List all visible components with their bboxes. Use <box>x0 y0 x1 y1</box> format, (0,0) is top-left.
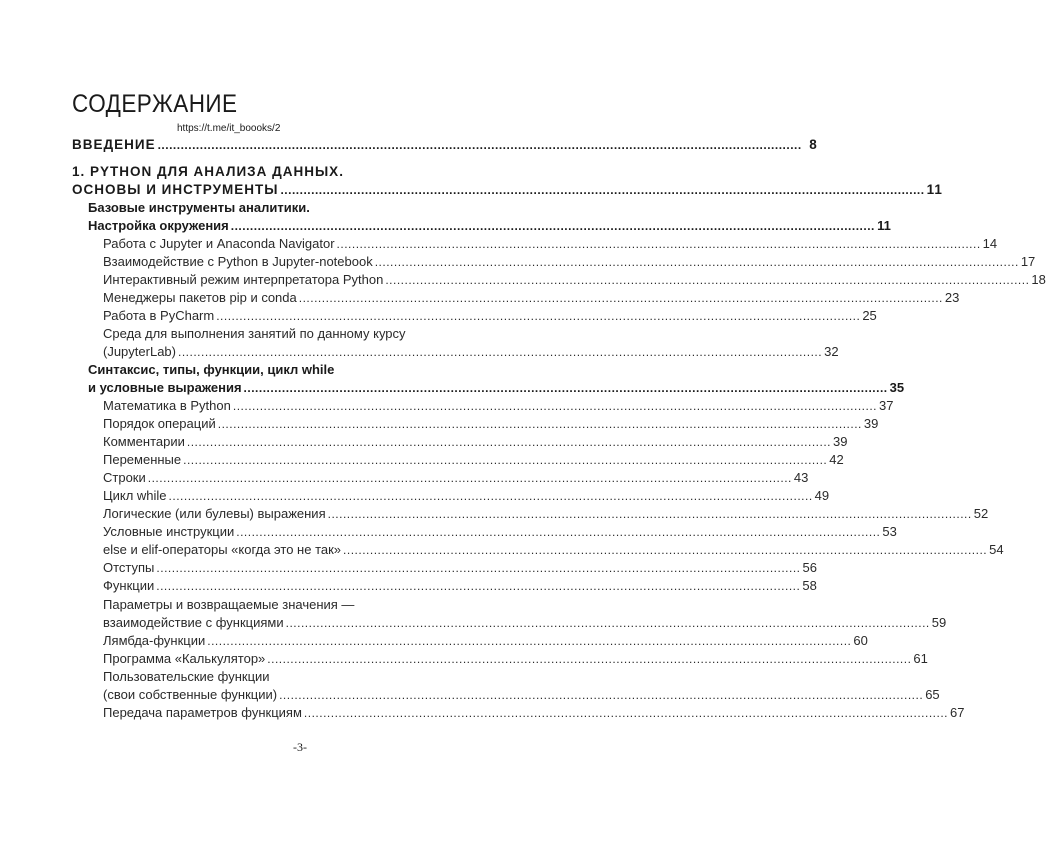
toc-entry[interactable] <box>103 506 989 521</box>
dot-leader: ........................................................................................................................................................................ <box>279 688 924 702</box>
toc-entry-section-syntax[interactable] <box>88 380 905 395</box>
dot-leader: ........................................................................................................................................................................ <box>168 489 813 503</box>
toc-entry[interactable] <box>103 452 844 467</box>
toc-page-number: 18 <box>1031 272 1046 287</box>
toc-page-number: 52 <box>973 506 989 521</box>
toc-page-number: 61 <box>913 651 928 666</box>
toc-page-number: 56 <box>802 560 817 575</box>
toc-entry-label: Математика в Python <box>103 398 231 413</box>
dot-leader: ........................................................................................................................................................................ <box>156 579 801 593</box>
toc-entry-label: и условные выражения <box>88 380 242 395</box>
toc-entry-label: Переменные <box>103 452 182 467</box>
toc-entry-line1[interactable]: Параметры и возвращаемые значения — <box>103 597 355 612</box>
toc-entry-chapter-1[interactable] <box>72 182 943 197</box>
toc-entry[interactable] <box>103 524 897 539</box>
toc-page-number: 23 <box>944 290 960 305</box>
toc-entry[interactable] <box>103 651 928 666</box>
toc-entry-label: Передача параметров функциям <box>103 705 302 720</box>
toc-entry-label: (JupyterLab) <box>103 344 176 359</box>
page-number-footer: -3- <box>293 740 307 754</box>
dot-leader: ........................................................................................................................................................................ <box>267 652 912 666</box>
toc-entry-introduction[interactable] <box>72 137 818 152</box>
toc-entry-label: Интерактивный режим интерпретатора Python <box>103 272 384 287</box>
toc-page-number: 39 <box>863 416 879 431</box>
toc-entry[interactable] <box>103 272 1046 287</box>
toc-entry[interactable] <box>103 560 817 575</box>
dot-leader: ........................................................................................................................................................................ <box>183 453 828 467</box>
dot-leader: ........................................................................................................................................................................ <box>336 237 981 251</box>
toc-entry-line1[interactable]: Пользовательские функции <box>103 669 270 684</box>
toc-page-number: 54 <box>989 542 1004 557</box>
toc-entry-label: Строки <box>103 470 146 485</box>
toc-page-number: 37 <box>878 398 894 413</box>
dot-leader: ........................................................................................................................................................................ <box>216 309 861 323</box>
toc-entry-label: Комментарии <box>103 434 185 449</box>
toc-entry-label: Функции <box>103 578 155 593</box>
dot-leader: ........................................................................................................................................................................ <box>177 345 823 359</box>
toc-page-number: 17 <box>1020 254 1036 269</box>
toc-entry-label: Порядок операций <box>103 416 216 431</box>
dot-leader: ........................................................................................................................................................................ <box>156 561 801 575</box>
page-title: СОДЕРЖАНИЕ <box>72 90 238 118</box>
dot-leader: ........................................................................................................................................................................ <box>186 435 831 449</box>
toc-page-number: 8 <box>809 137 818 152</box>
toc-entry[interactable] <box>103 615 947 630</box>
toc-entry-line1[interactable]: Среда для выполнения занятий по данному курсу <box>103 326 406 341</box>
toc-page-number: 32 <box>824 344 839 359</box>
dot-leader: ........................................................................................................................................................................ <box>243 381 888 395</box>
toc-chapter-title-line1[interactable]: 1. PYTHON ДЛЯ АНАЛИЗА ДАННЫХ. <box>72 164 344 179</box>
toc-entry-label: Работа в PyCharm <box>103 308 215 323</box>
toc-entry-label: ОСНОВЫ И ИНСТРУМЕНТЫ <box>72 182 279 197</box>
toc-entry-label: Отступы <box>103 560 155 575</box>
toc-entry[interactable] <box>103 687 940 702</box>
toc-entry-label: Цикл while <box>103 488 167 503</box>
toc-entry[interactable] <box>103 290 960 305</box>
toc-entry[interactable] <box>103 308 877 323</box>
toc-entry[interactable] <box>103 254 1036 269</box>
toc-page-number: 35 <box>889 380 905 395</box>
toc-entry-label: Условные инструкции <box>103 524 235 539</box>
dot-leader: ........................................................................................................................................................................ <box>285 616 930 630</box>
toc-page-number: 39 <box>833 434 848 449</box>
toc-entry-label: Менеджеры пакетов pip и conda <box>103 290 297 305</box>
toc-page-number: 11 <box>926 182 943 197</box>
toc-entry[interactable] <box>103 470 809 485</box>
dot-leader: ........................................................................................................................................................................ <box>385 273 1030 287</box>
toc-page-number: 25 <box>862 308 877 323</box>
toc-entry[interactable] <box>103 398 894 413</box>
dot-leader: ........................................................................................................................................................................ <box>374 255 1019 269</box>
toc-page-number: 43 <box>793 470 809 485</box>
toc-entry-label: Взаимодействие с Python в Jupyter-notebook <box>103 254 373 269</box>
dot-leader: ........................................................................................................................................................................ <box>327 507 972 521</box>
toc-entry[interactable] <box>103 578 817 593</box>
toc-page-number: 53 <box>882 524 897 539</box>
toc-page-number: 11 <box>877 218 891 233</box>
toc-page-number: 58 <box>802 578 817 593</box>
toc-page-number: 67 <box>950 705 965 720</box>
toc-page-number: 49 <box>814 488 830 503</box>
dot-leader: ........................................................................................................................................................................ <box>207 634 852 648</box>
toc-entry-label: Работа с Jupyter и Anaconda Navigator <box>103 236 335 251</box>
toc-entry-label: ВВЕДЕНИЕ <box>72 137 156 152</box>
source-link[interactable]: https://t.me/it_boooks/2 <box>177 123 281 134</box>
toc-section-title-line1[interactable]: Синтаксис, типы, функции, цикл while <box>88 362 335 377</box>
toc-section-title-line1[interactable]: Базовые инструменты аналитики. <box>88 200 310 215</box>
toc-entry[interactable] <box>103 488 830 503</box>
toc-page-number: 65 <box>925 687 940 702</box>
toc-entry-label: Логические (или булевы) выражения <box>103 506 326 521</box>
toc-entry-label: Настройка окружения <box>88 218 229 233</box>
toc-entry[interactable] <box>103 344 839 359</box>
toc-entry-label: Программа «Калькулятор» <box>103 651 266 666</box>
toc-page-number: 14 <box>982 236 998 251</box>
dot-leader: ........................................................................................................................................................................ <box>232 399 877 413</box>
toc-entry[interactable] <box>103 434 848 449</box>
dot-leader: ........................................................................................................................................................................ <box>230 219 875 233</box>
dot-leader: ........................................................................................................................................................................ <box>343 543 988 557</box>
toc-page-number: 60 <box>853 633 868 648</box>
dot-leader: ........................................................................................................................................................................ <box>147 471 792 485</box>
toc-page-number: 42 <box>829 452 844 467</box>
toc-entry-label: (свои собственные функции) <box>103 687 278 702</box>
toc-entry[interactable] <box>103 633 868 648</box>
dot-leader: ........................................................................................................................................................................ <box>236 525 881 539</box>
toc-page-number: 59 <box>931 615 947 630</box>
dot-leader: ........................................................................................................................................................................ <box>217 417 862 431</box>
toc-entry[interactable] <box>103 236 998 251</box>
toc-entry[interactable] <box>103 705 965 720</box>
toc-entry-label: взаимодействие с функциями <box>103 615 284 630</box>
toc-entry-section-tools[interactable] <box>88 218 891 233</box>
dot-leader: ........................................................................................................................................................................ <box>280 183 925 197</box>
toc-entry-label: else и elif-операторы «когда это не так» <box>103 542 342 557</box>
toc-entry-label: Лямбда-функции <box>103 633 206 648</box>
dot-leader: ........................................................................................................................................................................ <box>298 291 943 305</box>
dot-leader: ........................................................................................................................................................................ <box>303 706 949 720</box>
toc-entry[interactable] <box>103 542 1004 557</box>
dot-leader: ........................................................................................................................................................................ <box>157 138 802 152</box>
toc-entry[interactable] <box>103 416 879 431</box>
